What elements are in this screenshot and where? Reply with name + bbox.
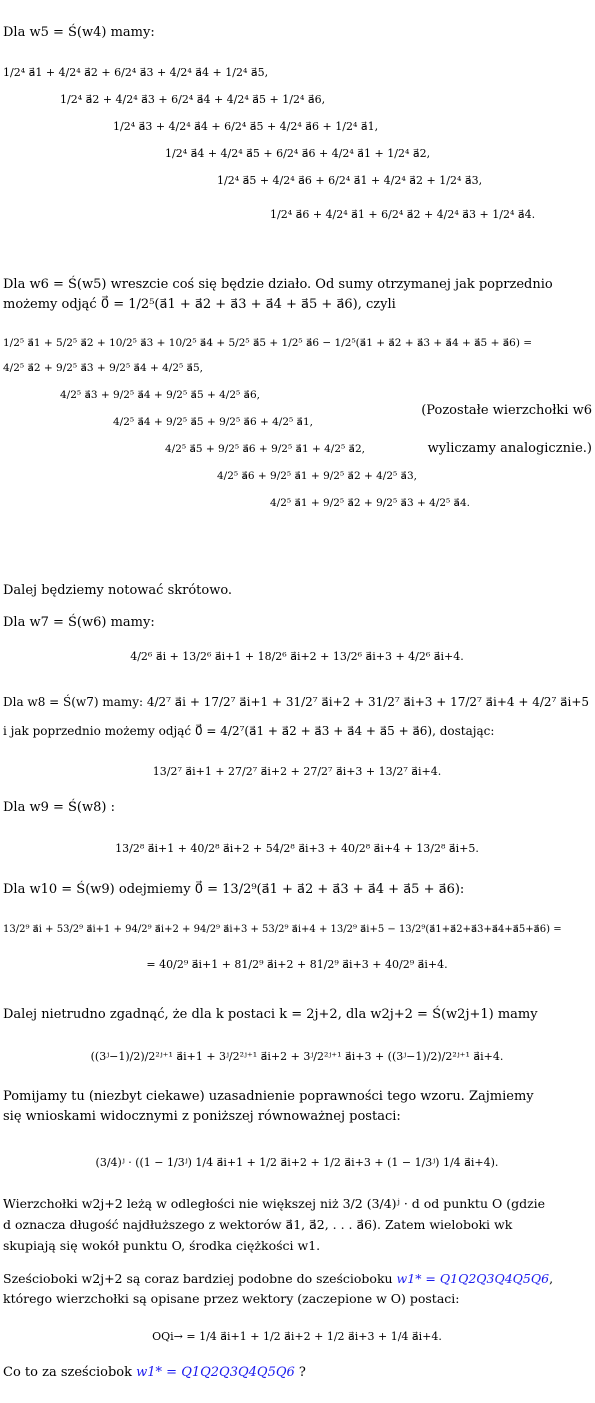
line-m11: OQi→ = 1/4 a⃗i+1 + 1/2 a⃗i+2 + 1/2 a⃗i+3 + 1/4 a⃗i+4. [152, 1330, 442, 1343]
line-m2d: 4/2⁵ a⃗4 + 9/2⁵ a⃗5 + 9/2⁵ a⃗6 + 4/2⁵ a⃗1, [113, 416, 313, 428]
line-m1d: 1/2⁴ a⃗4 + 4/2⁴ a⃗5 + 6/2⁴ a⃗6 + 4/2⁴ a⃗1 + 1/2⁴ a⃗2, [165, 147, 431, 160]
line-m1c: 1/2⁴ a⃗3 + 4/2⁴ a⃗4 + 6/2⁴ a⃗5 + 4/2⁴ a⃗6 + 1/2⁴ a⃗1, [113, 120, 379, 133]
line-m4: 4/2⁶ a⃗i + 13/2⁶ a⃗i+1 + 18/2⁶ a⃗i+2 + 13/2⁶ a⃗i+3 + 4/2⁶ a⃗i+4. [130, 650, 464, 663]
line-m1a: 1/2⁴ a⃗1 + 4/2⁴ a⃗2 + 6/2⁴ a⃗3 + 4/2⁴ a⃗4 + 1/2⁴ a⃗5, [3, 66, 269, 79]
line-p7: Dla w10 = Ś(w9) odejmiemy 0⃗ = 13/2⁹(a⃗1 + a⃗2 + a⃗3 + a⃗4 + a⃗5 + a⃗6): [3, 882, 465, 897]
line-p6: Dla w9 = Ś(w8) : [3, 800, 115, 815]
line-note2: wyliczamy analogicznie.) [427, 441, 592, 456]
line-p11a: Sześcioboki w2j+2 są coraz bardziej podobne do sześcioboku w1* = Q1Q2Q3Q4Q5Q6, [3, 1271, 554, 1286]
line-p9b: się wnioskami widocznymi z poniższej równoważnej postaci: [3, 1109, 401, 1124]
line-m9: (3/4)ʲ · ((1 − 1/3ʲ) 1/4 a⃗i+1 + 1/2 a⃗i+2 + 1/2 a⃗i+3 + (1 − 1/3ʲ) 1/4 a⃗i+4). [95, 1156, 499, 1169]
line-m1f: 1/2⁴ a⃗6 + 4/2⁴ a⃗1 + 6/2⁴ a⃗2 + 4/2⁴ a⃗3 + 1/2⁴ a⃗4. [270, 208, 536, 221]
line-m7a: 13/2⁹ a⃗i + 53/2⁹ a⃗i+1 + 94/2⁹ a⃗i+2 + 94/2⁹ a⃗i+3 + 53/2⁹ a⃗i+4 + 13/2⁹ a⃗i+5 − 13/2⁹(a⃗1+a⃗2+a⃗3+a⃗4+a⃗5+a⃗6) = [3, 924, 562, 935]
line-p3: Dalej będziemy notować skrótowo. [3, 583, 233, 598]
line-p5b: i jak poprzednio możemy odjąć 0⃗ = 4/2⁷(a⃗1 + a⃗2 + a⃗3 + a⃗4 + a⃗5 + a⃗6), dostając: [3, 724, 495, 738]
line-m8: ((3ʲ−1)/2)/2²ʲ⁺¹ a⃗i+1 + 3ʲ/2²ʲ⁺¹ a⃗i+2 + 3ʲ/2²ʲ⁺¹ a⃗i+3 + ((3ʲ−1)/2)/2²ʲ⁺¹ a⃗i+4. [90, 1050, 504, 1063]
line-p9a: Pomijamy tu (niezbyt ciekawe) uzasadnienie poprawności tego wzoru. Zajmiemy [3, 1089, 534, 1104]
line-p10a: Wierzchołki w2j+2 leżą w odległości nie większej niż 3/2 (3/4)ʲ · d od punktu O (gdzie [3, 1196, 546, 1211]
line-m1b: 1/2⁴ a⃗2 + 4/2⁴ a⃗3 + 6/2⁴ a⃗4 + 4/2⁴ a⃗5 + 1/2⁴ a⃗6, [60, 93, 326, 106]
line-m5: 13/2⁷ a⃗i+1 + 27/2⁷ a⃗i+2 + 27/2⁷ a⃗i+3 + 13/2⁷ a⃗i+4. [152, 765, 442, 778]
line-m2a: 1/2⁵ a⃗1 + 5/2⁵ a⃗2 + 10/2⁵ a⃗3 + 10/2⁵ a⃗4 + 5/2⁵ a⃗5 + 1/2⁵ a⃗6 − 1/2⁵(a⃗1 + a⃗2 + a⃗3 + a⃗4 + a⃗5 + a⃗6) = [3, 337, 533, 349]
line-m7b: = 40/2⁹ a⃗i+1 + 81/2⁹ a⃗i+2 + 81/2⁹ a⃗i+3 + 40/2⁹ a⃗i+4. [146, 958, 448, 971]
line-p12: Co to za sześciobok w1* = Q1Q2Q3Q4Q5Q6 ? [3, 1365, 306, 1380]
line-m2e: 4/2⁵ a⃗5 + 9/2⁵ a⃗6 + 9/2⁵ a⃗1 + 4/2⁵ a⃗2, [165, 443, 365, 455]
line-p4: Dla w7 = Ś(w6) mamy: [3, 615, 155, 630]
line-m2b: 4/2⁵ a⃗2 + 9/2⁵ a⃗3 + 9/2⁵ a⃗4 + 4/2⁵ a⃗5, [3, 362, 203, 374]
line-p10b: d oznacza długość najdłuższego z wektorów a⃗1, a⃗2, . . . a⃗6). Zatem wieloboki wk [3, 1217, 513, 1232]
line-note1: (Pozostałe wierzchołki w6 [421, 403, 592, 418]
line-m2f: 4/2⁵ a⃗6 + 9/2⁵ a⃗1 + 9/2⁵ a⃗2 + 4/2⁵ a⃗3, [217, 470, 417, 482]
line-p8: Dalej nietrudno zgadnąć, że dla k postaci k = 2j+2, dla w2j+2 = Ś(w2j+1) mamy [3, 1007, 538, 1022]
line-p5: Dla w8 = Ś(w7) mamy: 4/2⁷ a⃗i + 17/2⁷ a⃗i+1 + 31/2⁷ a⃗i+2 + 31/2⁷ a⃗i+3 + 17/2⁷ a⃗i+4 + 4/2⁷ a⃗i+5 [3, 695, 590, 709]
line-p2b: możemy odjąć 0⃗ = 1/2⁵(a⃗1 + a⃗2 + a⃗3 + a⃗4 + a⃗5 + a⃗6), czyli [3, 297, 396, 312]
line-m1e: 1/2⁴ a⃗5 + 4/2⁴ a⃗6 + 6/2⁴ a⃗1 + 4/2⁴ a⃗2 + 1/2⁴ a⃗3, [217, 174, 483, 187]
line-m2g: 4/2⁵ a⃗1 + 9/2⁵ a⃗2 + 9/2⁵ a⃗3 + 4/2⁵ a⃗4. [270, 497, 470, 509]
line-m2c: 4/2⁵ a⃗3 + 9/2⁵ a⃗4 + 9/2⁵ a⃗5 + 4/2⁵ a⃗6, [60, 389, 260, 401]
line-p10c: skupiają się wokół punktu O, środka ciężkości w1. [3, 1238, 321, 1253]
line-p1: Dla w5 = Ś(w4) mamy: [3, 25, 155, 40]
line-m6: 13/2⁸ a⃗i+1 + 40/2⁸ a⃗i+2 + 54/2⁸ a⃗i+3 + 40/2⁸ a⃗i+4 + 13/2⁸ a⃗i+5. [115, 842, 479, 855]
line-p11b: którego wierzchołki są opisane przez wektory (zaczepione w O) postaci: [3, 1291, 460, 1306]
line-p2a: Dla w6 = Ś(w5) wreszcie coś się będzie działo. Od sumy otrzymanej jak poprzednio [3, 277, 553, 292]
